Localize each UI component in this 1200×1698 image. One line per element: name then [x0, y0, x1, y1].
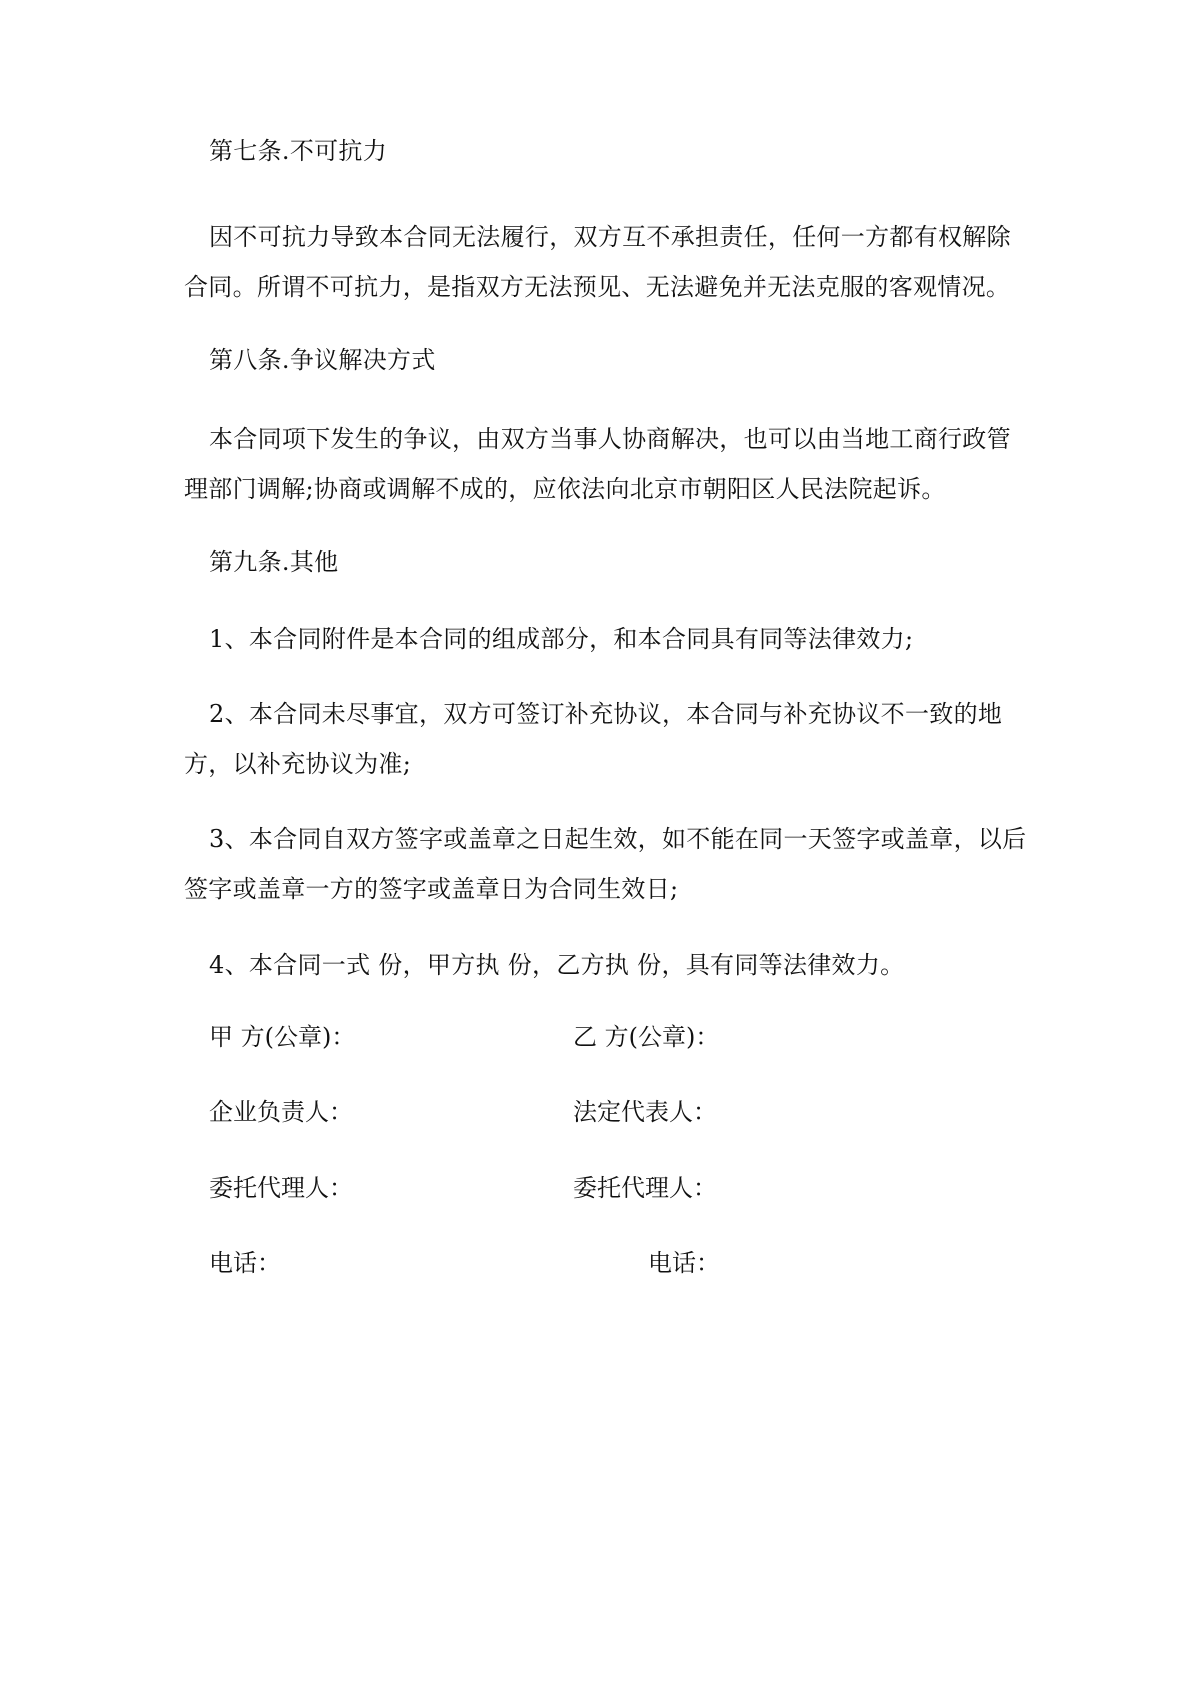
article9-item1: 1、本合同附件是本合同的组成部分，和本合同具有同等法律效力; [209, 625, 914, 653]
party-a-agent-label: 委托代理人： [209, 1174, 353, 1202]
party-a-seal-label: 甲 方(公章)： [209, 1023, 356, 1051]
article7-line1: 因不可抗力导致本合同无法履行，双方互不承担责任，任何一方都有权解除 [209, 223, 1011, 251]
party-b-seal-label: 乙 方(公章)： [573, 1023, 720, 1051]
article8-line2: 理部门调解;协商或调解不成的，应依法向北京市朝阳区人民法院起诉。 [184, 475, 946, 503]
article9-item2-line2: 方，以补充协议为准; [184, 750, 412, 778]
party-b-phone-label: 电话： [648, 1249, 720, 1277]
article9-item3-line2: 签字或盖章一方的签字或盖章日为合同生效日; [184, 875, 679, 903]
party-b-representative-label: 法定代表人： [573, 1098, 717, 1126]
article8-heading: 第八条.争议解决方式 [209, 346, 436, 374]
party-a-responsible-label: 企业负责人： [209, 1098, 353, 1126]
article7-heading: 第七条.不可抗力 [209, 137, 388, 165]
article9-heading: 第九条.其他 [209, 548, 339, 576]
article9-item2-line1: 2、本合同未尽事宜，双方可签订补充协议，本合同与补充协议不一致的地 [209, 700, 1003, 728]
party-a-phone-label: 电话： [209, 1249, 281, 1277]
article9-item3-line1: 3、本合同自双方签字或盖章之日起生效，如不能在同一天签字或盖章，以后 [209, 825, 1027, 853]
article7-line2: 合同。所谓不可抗力，是指双方无法预见、无法避免并无法克服的客观情况。 [184, 273, 1011, 301]
party-b-agent-label: 委托代理人： [573, 1174, 717, 1202]
article8-line1: 本合同项下发生的争议，由双方当事人协商解决，也可以由当地工商行政管 [209, 425, 1011, 453]
article9-item4: 4、本合同一式 份，甲方执 份，乙方执 份，具有同等法律效力。 [209, 951, 905, 979]
